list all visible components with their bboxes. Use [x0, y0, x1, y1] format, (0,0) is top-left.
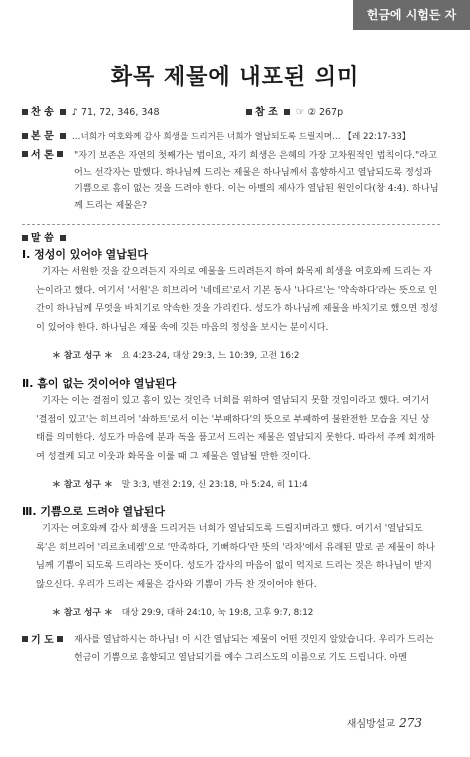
square-bullet-icon — [22, 133, 28, 139]
section-text: 기자는 서원한 것을 갚으려든지 자의로 예물을 드리려든지 하여 화목제 희생을 여호와께 드리는 자는이라고 했다. 여기서 '서원'은 히브리어 '네데르'로서 기본 동사 '나다르'는 '약속하다'라는 뜻으로 인간이 하나님께 무엇을 바치기로 약속한 것을 가리킨다. 성도가 하나님께 제물을 바치기로 했으면 정성이 있어야 한다. 하나님은 재물 속에 깃든 마음의 정성을 보시는 분이시다. — [36, 266, 438, 333]
reference-verses — [52, 605, 313, 618]
reference-value: ☞ ② 267p — [295, 107, 344, 118]
square-bullet-icon — [22, 636, 28, 642]
reference-label: 참 조 — [255, 107, 278, 118]
scripture-label: 본 문 — [31, 131, 54, 142]
section-text: 기자는 여호와께 감사 희생을 드리거든 너희가 열납되도록 드릴지며라고 했다. 여기서 '열납되도록'은 히브리어 '리르초네켐'으로 '만족하다, 기뻐하다'란 뜻의 '라차'에서 유래된 말로 곧 제물이 하나님께 기쁨이 되도록 드리라는 뜻이다. 성도가 감사의 마음이 없이 억지로 드리는 것은 하나님이 받지 않으신다. 우리가 드리는 제물은 감사와 기쁨이 가득 찬 것이어야 한다. — [36, 523, 435, 590]
prayer-label-wrap — [22, 632, 66, 650]
body-label: 말 씀 — [31, 233, 54, 244]
square-bullet-icon — [246, 109, 252, 115]
square-bullet-icon — [60, 235, 66, 241]
body-label-row — [22, 229, 69, 244]
square-bullet-icon — [22, 151, 28, 157]
book-title: 새심방설교 — [346, 719, 396, 730]
section-heading: Ⅱ. 흠이 없는 것이어야 열납된다 — [22, 377, 177, 390]
page-title: 화목 제물에 내포된 의미 — [110, 65, 360, 90]
ref-label: ＊ 참고 성구 ＊ — [52, 351, 113, 361]
hymn-numbers: ♪ 71, 72, 346, 348 — [71, 107, 160, 118]
square-bullet-icon — [60, 109, 66, 115]
reference-row — [246, 103, 343, 118]
prayer-label: 기 도 — [31, 635, 54, 646]
reference-verses — [52, 348, 300, 361]
square-bullet-icon — [60, 133, 66, 139]
intro-label-wrap — [22, 148, 66, 165]
prayer-block — [22, 632, 440, 667]
scripture-row — [22, 127, 410, 142]
section-tab: 헌금에 시험든 자 — [353, 0, 470, 30]
square-bullet-icon — [284, 109, 290, 115]
divider — [22, 224, 440, 225]
page-number: 273 — [399, 716, 422, 730]
scripture-text: …너희가 여호와께 감사 희생을 드리거든 너희가 열납되도록 드릴지며… 【레 22:17-33】 — [71, 132, 411, 142]
prayer-text: 재사를 열납하시는 하나님! 이 시간 열납되는 제물이 어떤 것인지 알았습니다. 우리가 드리는 헌금이 기쁨으로 흠향되고 열납되기를 예수 그리스도의 이름으로 기도 드립니다. 아멘 — [74, 635, 434, 663]
square-bullet-icon — [22, 235, 28, 241]
intro-text: "자기 보존은 자연의 첫째가는 법이요, 자기 희생은 은혜의 가장 고차원적인 법칙이다."라고 어느 선각자는 말했다. 하나님께 드리는 제물은 하나님께서 흠향하시고 열납되도록 정성과 기쁨으로 흠이 없는 것을 드려야 한다. 이는 아벨의 제사가 열납된 원인이다(창 4:4). 하나님께 드리는 제물은? — [74, 150, 439, 211]
page-footer — [347, 715, 422, 730]
reference-verses — [52, 477, 308, 490]
section-heading: Ⅰ. 정성이 있어야 열납된다 — [22, 248, 149, 261]
section-heading: Ⅲ. 기쁨으로 드려야 열납된다 — [22, 505, 165, 518]
square-bullet-icon — [57, 151, 63, 157]
ref-values: 요 4:23-24, 대상 29:3, 느 10:39, 고전 16:2 — [121, 351, 300, 361]
square-bullet-icon — [22, 109, 28, 115]
intro-label: 서 론 — [31, 150, 54, 161]
hymn-row — [22, 103, 160, 118]
ref-values: 대상 29:9, 대하 24:10, 눅 19:8, 고후 9:7, 8:12 — [121, 608, 314, 618]
hymn-label: 찬 송 — [31, 107, 54, 118]
ref-values: 말 3:3, 벧전 2:19, 신 23:18, 마 5:24, 히 11:4 — [121, 480, 308, 490]
ref-label: ＊ 참고 성구 ＊ — [52, 480, 113, 490]
square-bullet-icon — [57, 636, 63, 642]
ref-label: ＊ 참고 성구 ＊ — [52, 608, 113, 618]
section-text: 기자는 이는 결점이 있고 흠이 있는 것인즉 너희를 위하여 열납되지 못할 것임이라고 했다. 여기서 '결점이 있고'는 히브리어 '솨하트'로서 이는 '부패하다'의 뜻으로 부패하여 불완전한 모습을 지닌 상태를 의미한다. 성도가 마음에 분과 독을 품고서 드리는 제물은 열납되지 못한다. 따라서 주께 회개하여 성결케 되고 이웃과 화목을 이룰 때 그 제물은 열납될 만한 것이다. — [36, 395, 435, 462]
intro-block — [22, 148, 440, 214]
